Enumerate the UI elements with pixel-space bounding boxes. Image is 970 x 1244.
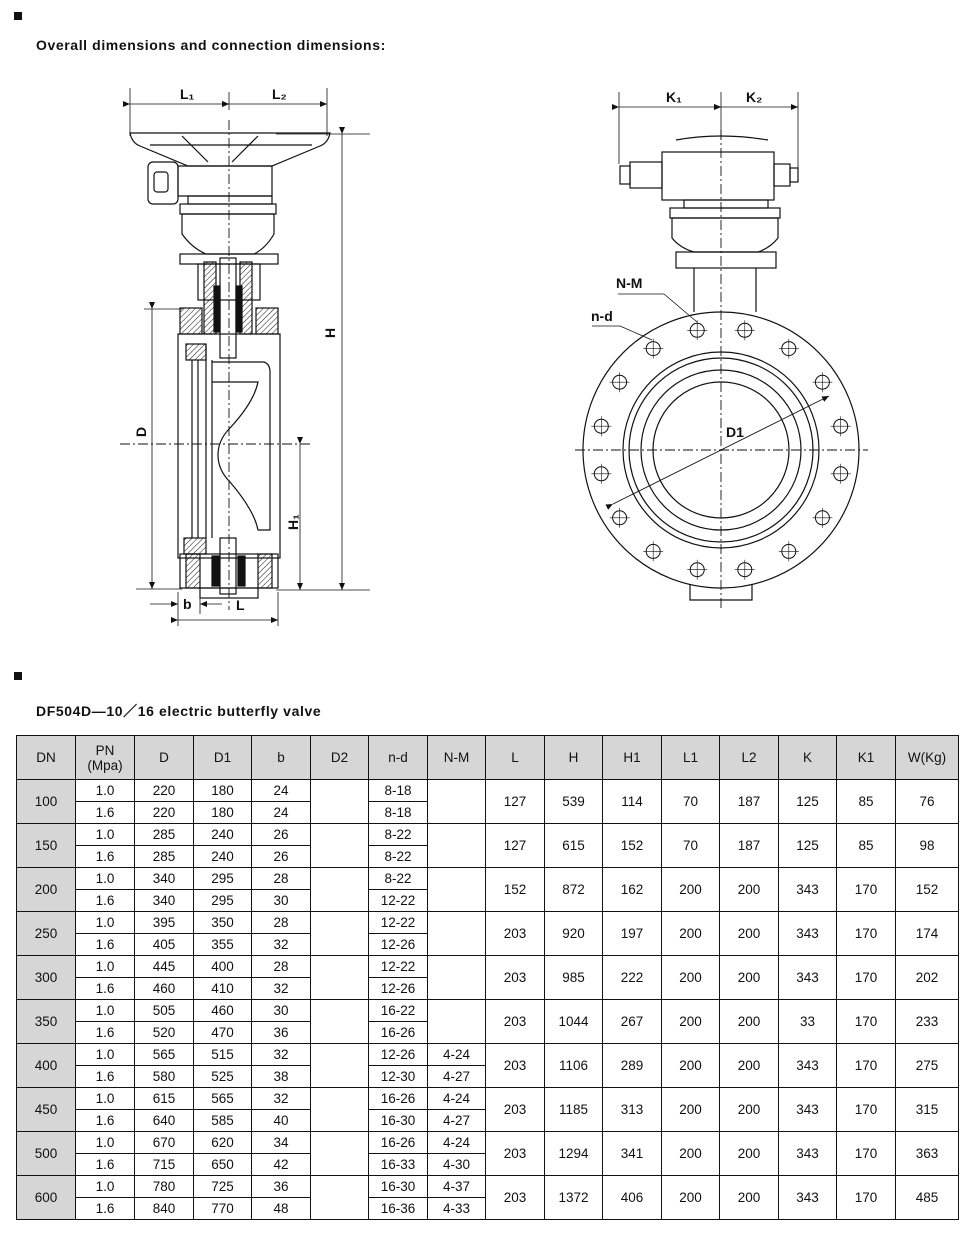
table-cell: 34 <box>252 1132 311 1154</box>
table-cell: 240 <box>194 846 252 868</box>
table-cell: 170 <box>837 912 896 956</box>
table-cell: 1.0 <box>76 1044 135 1066</box>
table-row <box>17 1000 959 1022</box>
table-row <box>17 1044 959 1066</box>
table-cell: 200 <box>720 956 779 1000</box>
table-cell: 220 <box>135 780 194 802</box>
table-cell: 174 <box>896 912 959 956</box>
label-k2: K₂ <box>746 89 763 105</box>
table-cell: 150 <box>17 824 76 868</box>
table-cell: 32 <box>252 978 311 1000</box>
table-cell: 410 <box>194 978 252 1000</box>
table-cell: 615 <box>545 824 603 868</box>
table-cell: 187 <box>720 780 779 824</box>
table-cell: 24 <box>252 802 311 824</box>
table-cell: 76 <box>896 780 959 824</box>
table-cell: 127 <box>486 824 545 868</box>
table-header-cell: H1 <box>603 736 662 780</box>
table-cell: 200 <box>720 868 779 912</box>
table-cell: 197 <box>603 912 662 956</box>
table-cell: 340 <box>135 890 194 912</box>
table-cell: 1.6 <box>76 978 135 1000</box>
table-cell: 343 <box>779 1176 837 1220</box>
label-k1: K₁ <box>666 89 682 105</box>
table-cell: 4-33 <box>428 1198 486 1220</box>
table-cell: 343 <box>779 956 837 1000</box>
table-cell: 85 <box>837 780 896 824</box>
table-cell: 1.0 <box>76 824 135 846</box>
table-cell: 16-30 <box>369 1110 428 1132</box>
table-cell: 1106 <box>545 1044 603 1088</box>
table-cell: 250 <box>17 912 76 956</box>
table-row <box>17 912 959 934</box>
table-cell: 100 <box>17 780 76 824</box>
table-cell: 200 <box>720 1000 779 1044</box>
table-cell: 180 <box>194 802 252 824</box>
table-cell <box>428 824 486 868</box>
table-cell: 1.0 <box>76 1132 135 1154</box>
table-header-cell: L <box>486 736 545 780</box>
table-cell: 315 <box>896 1088 959 1132</box>
table-cell: 300 <box>17 956 76 1000</box>
table-cell: 85 <box>837 824 896 868</box>
table-cell: 114 <box>603 780 662 824</box>
table-cell: 32 <box>252 1088 311 1110</box>
table-cell: 200 <box>720 1176 779 1220</box>
table-cell: 170 <box>837 1176 896 1220</box>
table-cell: 341 <box>603 1132 662 1176</box>
table-cell: 170 <box>837 1088 896 1132</box>
table-row <box>17 1176 959 1198</box>
table-cell: 170 <box>837 1044 896 1088</box>
table-cell: 585 <box>194 1110 252 1132</box>
table-cell: 400 <box>17 1044 76 1088</box>
table-cell: 200 <box>662 1044 720 1088</box>
table-cell: 840 <box>135 1198 194 1220</box>
table-row <box>17 868 959 890</box>
table-cell: 203 <box>486 1044 545 1088</box>
table-cell: 170 <box>837 1132 896 1176</box>
table-cell: 40 <box>252 1110 311 1132</box>
table-cell: 222 <box>603 956 662 1000</box>
table-cell: 565 <box>194 1088 252 1110</box>
table-cell: 200 <box>662 1000 720 1044</box>
table-cell: 12-26 <box>369 934 428 956</box>
table-cell <box>311 1088 369 1132</box>
table-cell: 16-33 <box>369 1154 428 1176</box>
table-header-cell: L2 <box>720 736 779 780</box>
table-cell: 203 <box>486 1000 545 1044</box>
table-cell: 200 <box>720 1044 779 1088</box>
table-cell: 203 <box>486 1176 545 1220</box>
table-cell: 12-22 <box>369 912 428 934</box>
table-header-row <box>17 736 959 780</box>
table-cell: 343 <box>779 1044 837 1088</box>
section-bullet-2 <box>14 672 22 680</box>
section-title-table: DF504D—10／16 electric butterfly valve <box>36 703 322 719</box>
table-cell: 445 <box>135 956 194 978</box>
table-cell: 26 <box>252 846 311 868</box>
table-header-cell: L1 <box>662 736 720 780</box>
table-cell: 12-26 <box>369 1044 428 1066</box>
table-cell: 450 <box>17 1088 76 1132</box>
table-cell: 920 <box>545 912 603 956</box>
table-cell: 127 <box>486 780 545 824</box>
table-cell <box>311 1044 369 1088</box>
table-cell: 8-22 <box>369 868 428 890</box>
table-cell: 275 <box>896 1044 959 1088</box>
table-cell <box>311 868 369 912</box>
table-cell: 152 <box>896 868 959 912</box>
table-header-cell: H <box>545 736 603 780</box>
table-cell: 1.0 <box>76 956 135 978</box>
table-header-cell: D2 <box>311 736 369 780</box>
table-cell: 1.0 <box>76 912 135 934</box>
table-cell: 1.6 <box>76 934 135 956</box>
table-header-cell: DN <box>17 736 76 780</box>
table-cell: 1.6 <box>76 1066 135 1088</box>
table-cell: 203 <box>486 1088 545 1132</box>
table-header-cell: K1 <box>837 736 896 780</box>
table-cell: 28 <box>252 956 311 978</box>
table-header-cell: PN (Mpa) <box>76 736 135 780</box>
table-cell: 16-30 <box>369 1176 428 1198</box>
table-cell <box>428 956 486 1000</box>
table-cell: 539 <box>545 780 603 824</box>
table-cell: 1.6 <box>76 846 135 868</box>
table-cell <box>311 1000 369 1044</box>
table-cell <box>311 1132 369 1176</box>
table-cell <box>311 824 369 868</box>
table-cell: 1185 <box>545 1088 603 1132</box>
table-cell: 233 <box>896 1000 959 1044</box>
table-cell: 725 <box>194 1176 252 1198</box>
label-nd: n-d <box>591 308 613 324</box>
table-cell: 200 <box>720 1132 779 1176</box>
table-cell: 4-24 <box>428 1088 486 1110</box>
table-cell: 200 <box>662 868 720 912</box>
table-cell: 295 <box>194 890 252 912</box>
table-cell <box>311 912 369 956</box>
table-cell: 36 <box>252 1176 311 1198</box>
table-cell: 125 <box>779 824 837 868</box>
table-cell: 406 <box>603 1176 662 1220</box>
table-cell: 470 <box>194 1022 252 1044</box>
table-cell: 640 <box>135 1110 194 1132</box>
table-cell: 615 <box>135 1088 194 1110</box>
table-cell: 48 <box>252 1198 311 1220</box>
table-cell: 38 <box>252 1066 311 1088</box>
table-cell: 16-26 <box>369 1088 428 1110</box>
table-cell: 16-26 <box>369 1132 428 1154</box>
table-cell: 30 <box>252 890 311 912</box>
table-cell: 1.6 <box>76 890 135 912</box>
label-nm: N-M <box>616 275 643 291</box>
table-cell: 313 <box>603 1088 662 1132</box>
label-h: H <box>322 327 338 338</box>
table-cell: 1.0 <box>76 1088 135 1110</box>
table-cell: 780 <box>135 1176 194 1198</box>
table-row <box>17 1088 959 1110</box>
table-cell <box>311 956 369 1000</box>
label-l: L <box>236 597 245 613</box>
table-cell: 220 <box>135 802 194 824</box>
table-cell <box>428 868 486 912</box>
table-cell: 170 <box>837 956 896 1000</box>
table-cell: 125 <box>779 780 837 824</box>
table-cell: 200 <box>662 1176 720 1220</box>
table-row <box>17 956 959 978</box>
label-d1: D1 <box>726 424 744 440</box>
table-cell: 8-18 <box>369 802 428 824</box>
table-cell: 30 <box>252 1000 311 1022</box>
table-row <box>17 1132 959 1154</box>
table-cell: 1372 <box>545 1176 603 1220</box>
table-cell: 295 <box>194 868 252 890</box>
table-cell: 350 <box>194 912 252 934</box>
table-cell: 4-27 <box>428 1066 486 1088</box>
table-cell: 16-26 <box>369 1022 428 1044</box>
table-cell: 520 <box>135 1022 194 1044</box>
table-cell: 1.6 <box>76 1154 135 1176</box>
table-cell: 200 <box>662 1132 720 1176</box>
table-cell: 28 <box>252 868 311 890</box>
table-cell: 32 <box>252 1044 311 1066</box>
table-cell: 180 <box>194 780 252 802</box>
table-cell: 203 <box>486 912 545 956</box>
table-cell: 16-22 <box>369 1000 428 1022</box>
table-row <box>17 824 959 846</box>
table-cell: 170 <box>837 1000 896 1044</box>
table-cell: 1.0 <box>76 868 135 890</box>
spec-table <box>16 735 959 1220</box>
table-cell: 8-22 <box>369 824 428 846</box>
table-cell: 872 <box>545 868 603 912</box>
table-cell: 343 <box>779 868 837 912</box>
table-cell: 12-26 <box>369 978 428 1000</box>
table-cell: 200 <box>17 868 76 912</box>
table-cell: 200 <box>662 1088 720 1132</box>
table-cell: 162 <box>603 868 662 912</box>
table-cell: 340 <box>135 868 194 890</box>
table-cell: 1.6 <box>76 1110 135 1132</box>
table-cell: 770 <box>194 1198 252 1220</box>
table-header-cell: b <box>252 736 311 780</box>
table-cell: 4-24 <box>428 1044 486 1066</box>
table-cell: 16-36 <box>369 1198 428 1220</box>
table-cell <box>311 780 369 824</box>
table-cell: 32 <box>252 934 311 956</box>
table-cell: 8-18 <box>369 780 428 802</box>
table-cell: 26 <box>252 824 311 846</box>
table-cell: 36 <box>252 1022 311 1044</box>
table-cell: 500 <box>17 1132 76 1176</box>
table-cell: 42 <box>252 1154 311 1176</box>
table-cell: 4-27 <box>428 1110 486 1132</box>
table-cell: 400 <box>194 956 252 978</box>
table-cell: 200 <box>720 1088 779 1132</box>
table-cell: 650 <box>194 1154 252 1176</box>
table-cell <box>428 1000 486 1044</box>
table-cell <box>428 912 486 956</box>
table-row <box>17 780 959 802</box>
table-cell: 200 <box>662 912 720 956</box>
table-header-cell: K <box>779 736 837 780</box>
table-cell: 240 <box>194 824 252 846</box>
label-l1: L₁ <box>180 86 195 102</box>
table-cell: 1294 <box>545 1132 603 1176</box>
table-cell: 715 <box>135 1154 194 1176</box>
table-cell: 203 <box>486 956 545 1000</box>
table-cell: 515 <box>194 1044 252 1066</box>
section-title-dimensions: Overall dimensions and connection dimensions: <box>36 37 386 53</box>
table-cell: 1.0 <box>76 780 135 802</box>
table-cell: 12-22 <box>369 956 428 978</box>
table-cell: 343 <box>779 1132 837 1176</box>
table-cell: 4-24 <box>428 1132 486 1154</box>
table-cell: 28 <box>252 912 311 934</box>
table-cell: 202 <box>896 956 959 1000</box>
table-cell: 200 <box>720 912 779 956</box>
table-header-cell: n-d <box>369 736 428 780</box>
table-cell: 285 <box>135 824 194 846</box>
table-cell: 343 <box>779 912 837 956</box>
table-cell: 350 <box>17 1000 76 1044</box>
table-cell: 289 <box>603 1044 662 1088</box>
table-cell: 152 <box>486 868 545 912</box>
table-cell: 1.6 <box>76 1198 135 1220</box>
label-h1: H₁ <box>285 514 301 530</box>
table-cell <box>311 1176 369 1220</box>
table-cell: 203 <box>486 1132 545 1176</box>
table-header-cell: W(Kg) <box>896 736 959 780</box>
table-cell: 267 <box>603 1000 662 1044</box>
table-cell: 4-37 <box>428 1176 486 1198</box>
table-cell: 405 <box>135 934 194 956</box>
table-cell: 525 <box>194 1066 252 1088</box>
table-header-cell: N-M <box>428 736 486 780</box>
table-cell: 33 <box>779 1000 837 1044</box>
table-cell: 98 <box>896 824 959 868</box>
table-cell: 152 <box>603 824 662 868</box>
table-cell: 70 <box>662 780 720 824</box>
table-cell <box>428 780 486 824</box>
label-b: b <box>183 596 192 612</box>
table-cell: 355 <box>194 934 252 956</box>
table-cell: 460 <box>194 1000 252 1022</box>
table-cell: 170 <box>837 868 896 912</box>
table-cell: 8-22 <box>369 846 428 868</box>
table-cell: 12-22 <box>369 890 428 912</box>
table-cell: 363 <box>896 1132 959 1176</box>
table-cell: 505 <box>135 1000 194 1022</box>
label-d: D <box>133 426 149 437</box>
table-header-cell: D1 <box>194 736 252 780</box>
table-cell: 285 <box>135 846 194 868</box>
table-cell: 485 <box>896 1176 959 1220</box>
table-cell: 200 <box>662 956 720 1000</box>
table-cell: 580 <box>135 1066 194 1088</box>
table-cell: 1.6 <box>76 802 135 824</box>
label-l2: L₂ <box>272 86 287 102</box>
table-cell: 1.6 <box>76 1022 135 1044</box>
table-cell: 343 <box>779 1088 837 1132</box>
table-cell: 24 <box>252 780 311 802</box>
table-cell: 1.0 <box>76 1176 135 1198</box>
table-cell: 1044 <box>545 1000 603 1044</box>
table-cell: 4-30 <box>428 1154 486 1176</box>
table-cell: 985 <box>545 956 603 1000</box>
table-cell: 620 <box>194 1132 252 1154</box>
table-cell: 565 <box>135 1044 194 1066</box>
table-cell: 12-30 <box>369 1066 428 1088</box>
table-cell: 187 <box>720 824 779 868</box>
table-cell: 460 <box>135 978 194 1000</box>
table-cell: 1.0 <box>76 1000 135 1022</box>
table-cell: 670 <box>135 1132 194 1154</box>
table-cell: 70 <box>662 824 720 868</box>
table-cell: 600 <box>17 1176 76 1220</box>
table-cell: 395 <box>135 912 194 934</box>
table-header-cell: D <box>135 736 194 780</box>
